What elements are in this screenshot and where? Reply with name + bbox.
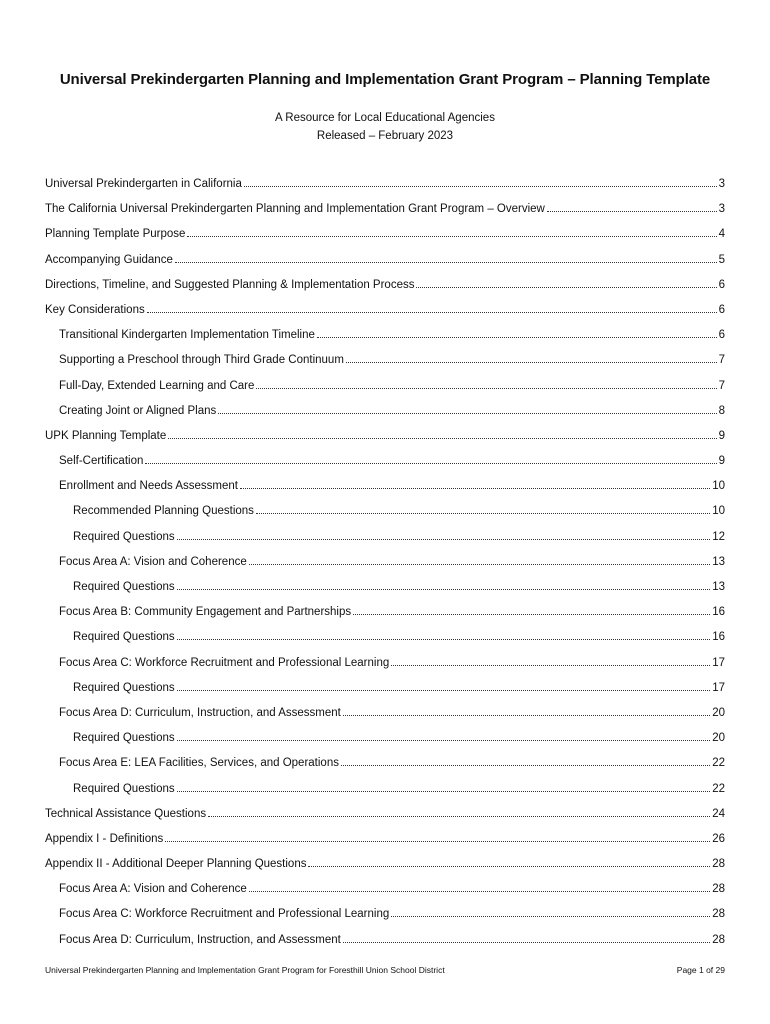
toc-leader-dots [147, 303, 717, 313]
footer-page-number: Page 1 of 29 [676, 965, 725, 975]
toc-entry-label: Appendix II - Additional Deeper Planning Questions [45, 858, 307, 871]
toc-entry-page: 28 [712, 908, 725, 921]
toc-entry-label: Required Questions [73, 530, 175, 543]
toc-entry-page: 16 [712, 631, 725, 644]
toc-entry-page: 13 [712, 555, 725, 568]
toc-entry-page: 20 [712, 732, 725, 745]
toc-entry[interactable] [45, 882, 725, 907]
toc-leader-dots [240, 479, 710, 489]
toc-entry-label: UPK Planning Template [45, 429, 167, 442]
toc-entry[interactable] [45, 227, 725, 252]
toc-entry-label: Self-Certification [59, 455, 144, 468]
toc-entry[interactable] [45, 177, 725, 202]
toc-leader-dots [177, 530, 711, 540]
toc-entry-label: Focus Area A: Vision and Coherence [59, 883, 247, 896]
toc-entry[interactable] [45, 832, 725, 857]
toc-entry-label: Planning Template Purpose [45, 228, 186, 241]
toc-entry-page: 3 [718, 178, 725, 190]
toc-entry[interactable] [45, 656, 725, 681]
toc-entry[interactable] [45, 328, 725, 353]
toc-leader-dots [346, 353, 717, 363]
toc-entry-label: Full-Day, Extended Learning and Care [59, 379, 255, 392]
toc-entry-page: 20 [712, 706, 725, 719]
toc-leader-dots [177, 630, 711, 640]
toc-entry-label: Focus Area D: Curriculum, Instruction, and Assessment [59, 933, 341, 946]
toc-leader-dots [343, 933, 710, 943]
toc-leader-dots [177, 580, 711, 590]
toc-entry[interactable] [45, 907, 725, 932]
toc-entry[interactable] [45, 530, 725, 555]
toc-entry-page: 28 [712, 933, 725, 946]
toc-entry[interactable] [45, 353, 725, 378]
toc-entry-label: Accompanying Guidance [45, 253, 173, 266]
toc-leader-dots [256, 379, 716, 389]
toc-leader-dots [547, 202, 717, 212]
toc-entry[interactable] [45, 782, 725, 807]
toc-entry-page: 28 [712, 883, 725, 896]
toc-entry[interactable] [45, 379, 725, 404]
toc-entry-page: 10 [712, 505, 725, 518]
toc-entry-page: 12 [712, 530, 725, 543]
toc-entry[interactable] [45, 202, 725, 227]
toc-entry-page: 3 [718, 203, 725, 216]
toc-entry-label: Enrollment and Needs Assessment [59, 480, 238, 493]
subtitle-line-1: A Resource for Local Educational Agencies [275, 112, 495, 124]
toc-entry-label: Directions, Timeline, and Suggested Planning & Implementation Process [45, 278, 415, 291]
toc-entry-page: 5 [718, 253, 725, 266]
toc-leader-dots [218, 404, 716, 414]
toc-entry[interactable] [45, 706, 725, 731]
toc-entry-label: Focus Area C: Workforce Recruitment and Professional Learning [59, 908, 390, 921]
toc-leader-dots [177, 782, 711, 792]
toc-entry[interactable] [45, 807, 725, 832]
toc-entry-page: 17 [712, 681, 725, 694]
toc-entry[interactable] [45, 630, 725, 655]
toc-entry[interactable] [45, 504, 725, 529]
toc-leader-dots [168, 429, 716, 439]
toc-entry-label: Required Questions [73, 782, 175, 795]
document-subtitle [0, 109, 770, 145]
toc-leader-dots [416, 278, 716, 288]
toc-leader-dots [244, 177, 717, 187]
toc-entry-label: Technical Assistance Questions [45, 807, 207, 820]
toc-entry-label: Focus Area A: Vision and Coherence [59, 555, 247, 568]
toc-leader-dots [249, 882, 710, 892]
toc-entry-page: 26 [712, 832, 725, 845]
toc-entry-label: Focus Area C: Workforce Recruitment and Professional Learning [59, 656, 390, 669]
toc-entry-page: 7 [718, 354, 725, 367]
toc-entry-label: The California Universal Prekindergarten Planning and Implementation Grant Program – Overview [45, 203, 545, 216]
toc-entry-page: 6 [718, 303, 725, 316]
subtitle-line-2: Released – February 2023 [316, 130, 454, 142]
toc-leader-dots [177, 681, 711, 691]
toc-leader-dots [256, 504, 710, 514]
toc-entry[interactable] [45, 555, 725, 580]
toc-entry-label: Transitional Kindergarten Implementation Timeline [59, 329, 315, 342]
toc-leader-dots [353, 605, 710, 615]
toc-leader-dots [341, 756, 710, 766]
toc-entry-page: 9 [718, 455, 725, 468]
toc-entry-page: 16 [712, 606, 725, 619]
toc-leader-dots [145, 454, 716, 464]
document-title: Universal Prekindergarten Planning and Implementation Grant Program – Planning Template [59, 71, 711, 88]
toc-entry-label: Universal Prekindergarten in California [45, 178, 242, 190]
toc-entry-label: Required Questions [73, 631, 175, 644]
toc-leader-dots [177, 731, 711, 741]
toc-entry-page: 22 [712, 757, 725, 770]
toc-leader-dots [187, 227, 716, 237]
toc-entry-label: Supporting a Preschool through Third Grade Continuum [59, 354, 344, 367]
toc-leader-dots [391, 907, 710, 917]
table-of-contents [45, 177, 725, 958]
toc-leader-dots [308, 857, 710, 867]
toc-entry-page: 6 [718, 278, 725, 291]
toc-entry-label: Required Questions [73, 732, 175, 745]
toc-entry[interactable] [45, 454, 725, 479]
toc-entry-page: 28 [712, 858, 725, 871]
toc-entry-page: 4 [718, 228, 725, 241]
toc-entry[interactable] [45, 580, 725, 605]
toc-entry-page: 10 [712, 480, 725, 493]
toc-entry[interactable] [45, 681, 725, 706]
toc-entry[interactable] [45, 731, 725, 756]
page-footer [45, 965, 725, 975]
toc-entry-label: Focus Area D: Curriculum, Instruction, and Assessment [59, 706, 341, 719]
toc-entry-page: 8 [718, 404, 725, 417]
toc-leader-dots [391, 656, 710, 666]
toc-entry-page: 6 [718, 329, 725, 342]
toc-entry-label: Required Questions [73, 581, 175, 593]
toc-entry-label: Required Questions [73, 681, 175, 694]
toc-entry[interactable] [45, 933, 725, 958]
toc-leader-dots [165, 832, 710, 842]
toc-entry[interactable] [45, 857, 725, 882]
toc-entry-label: Focus Area E: LEA Facilities, Services, and Operations [59, 757, 339, 770]
toc-entry-page: 17 [712, 656, 725, 669]
toc-leader-dots [317, 328, 717, 338]
toc-entry[interactable] [45, 429, 725, 454]
toc-leader-dots [343, 706, 710, 716]
toc-entry-page: 24 [712, 807, 725, 820]
toc-entry[interactable] [45, 303, 725, 328]
toc-entry[interactable] [45, 404, 725, 429]
toc-entry-page: 13 [712, 581, 725, 593]
toc-leader-dots [208, 807, 710, 817]
toc-entry[interactable] [45, 605, 725, 630]
toc-leader-dots [249, 555, 710, 565]
toc-entry[interactable] [45, 479, 725, 504]
toc-entry-label: Key Considerations [45, 303, 145, 316]
toc-entry-label: Appendix I - Definitions [45, 832, 164, 845]
toc-entry-label: Creating Joint or Aligned Plans [59, 404, 217, 417]
toc-entry-page: 9 [718, 429, 725, 442]
toc-entry-page: 22 [712, 782, 725, 795]
toc-leader-dots [175, 253, 717, 263]
toc-entry[interactable] [45, 756, 725, 781]
toc-entry-page: 7 [718, 379, 725, 392]
toc-entry-label: Focus Area B: Community Engagement and Partnerships [59, 606, 352, 619]
footer-document-name: Universal Prekindergarten Planning and Implementation Grant Program for Foresthill Union School District [45, 965, 445, 975]
toc-entry[interactable] [45, 253, 725, 278]
toc-entry[interactable] [45, 278, 725, 303]
toc-entry-label: Recommended Planning Questions [73, 505, 254, 518]
